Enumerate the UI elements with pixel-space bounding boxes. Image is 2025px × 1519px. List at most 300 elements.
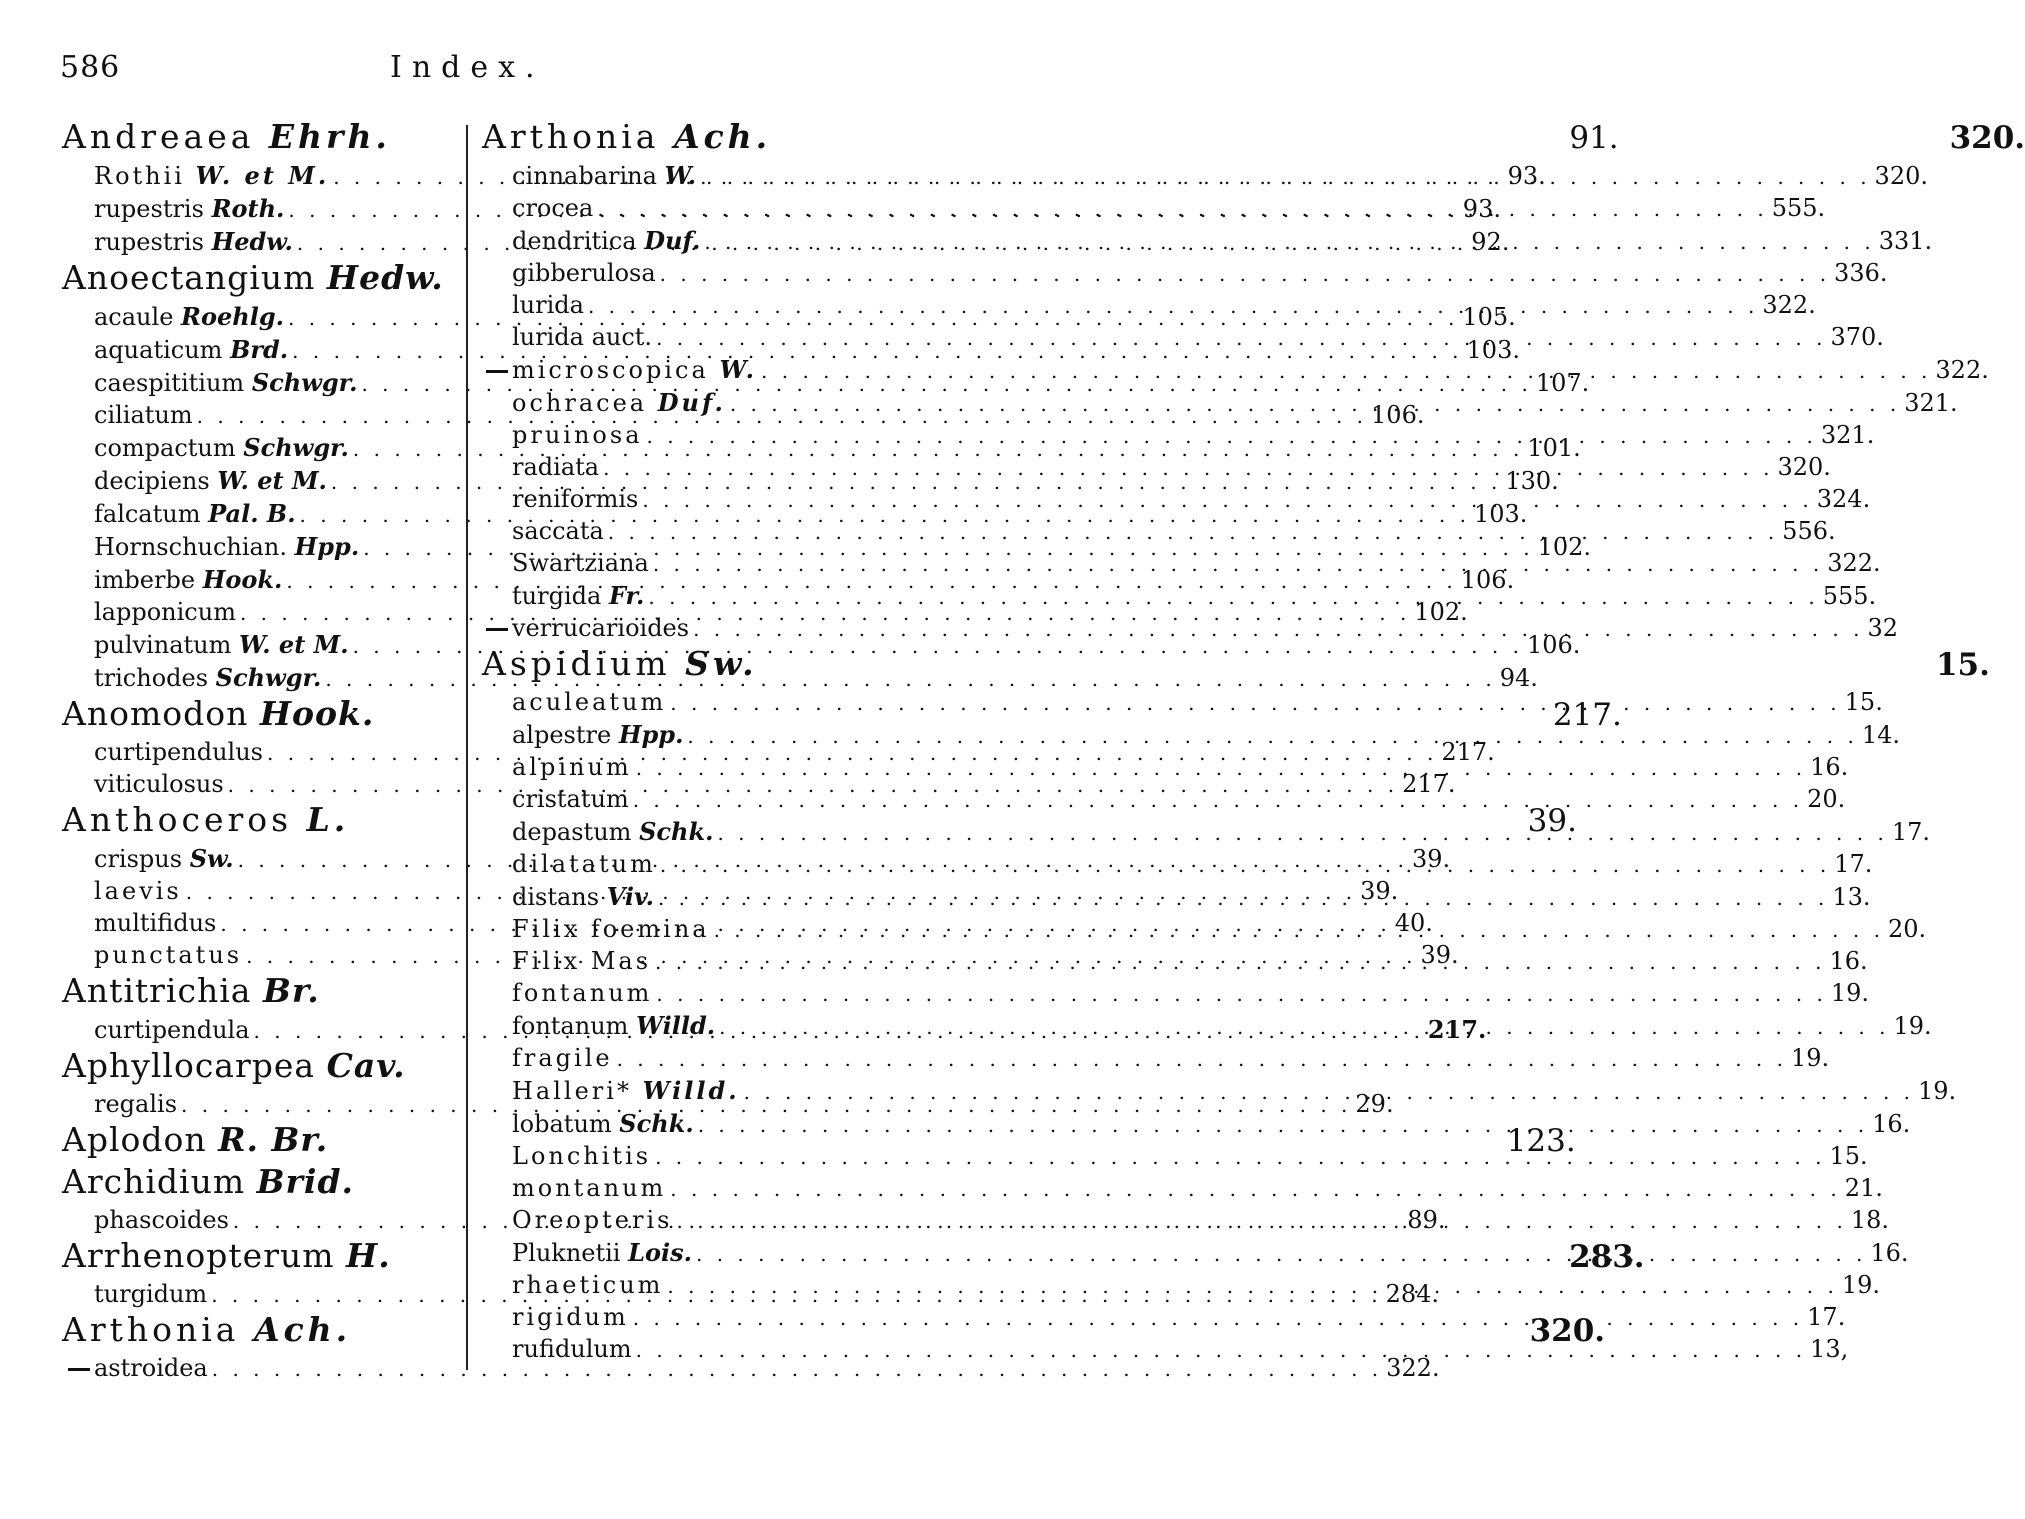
entry-name	[94, 662, 321, 694]
entry-name	[94, 226, 293, 258]
genus-entry	[62, 1047, 454, 1089]
entry-name	[94, 1015, 250, 1046]
entry-page: 92.	[1471, 228, 1510, 256]
entry-name	[512, 784, 629, 815]
entry-author: Pal. B.	[208, 499, 296, 528]
entry-name-text: distans	[512, 883, 600, 911]
entry-name	[62, 118, 391, 155]
entry-page: 91.	[1569, 120, 1619, 156]
entry-author: Roehlg.	[181, 302, 284, 331]
leader-dots	[672, 1206, 1850, 1237]
entry-page: 103.	[1473, 500, 1528, 528]
entry-name	[512, 1270, 663, 1301]
species-entry	[62, 629, 1581, 662]
entry-page: 19.	[1918, 1077, 1957, 1105]
leader-dots	[663, 1271, 1841, 1302]
entry-name	[512, 516, 604, 547]
entry-name	[512, 160, 696, 192]
leader-dots	[683, 721, 1861, 752]
entry-name-text: rupestris	[94, 228, 204, 256]
entry-name	[94, 432, 349, 464]
entry-name	[512, 1173, 666, 1204]
entry-name	[512, 752, 632, 783]
entry-name-text: montanum	[512, 1174, 667, 1202]
entry-author: Schwgr.	[243, 433, 349, 462]
entry-name	[94, 531, 359, 563]
entry-page: 17.	[1834, 850, 1873, 878]
entry-name	[62, 1163, 354, 1200]
entry-name	[512, 816, 713, 848]
entry-name-text: rupestris	[94, 195, 204, 223]
entry-author: Hpp.	[294, 532, 360, 561]
entry-name-text: Aphyllocarpea	[62, 1046, 316, 1085]
entry-name	[512, 580, 644, 612]
entry-name-text: astroidea	[94, 1354, 208, 1382]
entry-name-text: Halleri*	[512, 1077, 632, 1105]
entry-page: 20.	[1807, 785, 1846, 813]
entry-name-text: curtipendulus	[94, 738, 263, 766]
entry-page: 556.	[1782, 517, 1836, 545]
leader-dots	[692, 1239, 1870, 1270]
species-entry	[482, 1334, 1849, 1366]
entry-page: 322.	[1827, 549, 1881, 577]
entry-page: 320.	[1949, 120, 2025, 156]
entry-name	[62, 1121, 328, 1158]
entry-name	[512, 387, 726, 419]
entry-name-text: Filix Mas	[512, 947, 652, 975]
species-entry	[482, 1173, 1883, 1205]
entry-author: R. Br.	[218, 1120, 329, 1159]
entry-page: 130.	[1505, 467, 1559, 495]
entry-name-text: Antitrichia	[62, 971, 252, 1010]
marker-dash	[68, 1368, 90, 1371]
genus-entry	[62, 259, 454, 301]
entry-name-text: turgidum	[94, 1280, 208, 1308]
entry-name-text: cinnabarina	[512, 162, 657, 190]
leader-dots	[666, 688, 1844, 719]
entry-page: 320.	[1874, 162, 1928, 190]
entry-page: 39.	[1412, 845, 1451, 873]
entry-page: 17.	[1891, 818, 1931, 846]
entry-name-text: crispus	[94, 845, 183, 873]
entry-name-text: radiata	[512, 453, 600, 481]
entry-page: 94.	[1499, 664, 1538, 692]
entry-name-text: Archidium	[62, 1162, 246, 1201]
entry-name	[94, 193, 284, 225]
entry-page: 322.	[1935, 356, 1989, 384]
entry-name-text: alpestre	[512, 721, 612, 749]
page-number: 586	[60, 50, 121, 85]
entry-name-text: fontanum	[512, 1012, 629, 1040]
entry-author: Cav.	[326, 1046, 406, 1085]
entry-name-text: Anthoceros	[62, 800, 293, 839]
entry-page: 14.	[1861, 721, 1900, 749]
species-entry	[482, 978, 1869, 1010]
entry-author: Ehrh.	[268, 117, 391, 156]
entry-author: Duf.	[657, 388, 726, 417]
entry-name	[512, 258, 656, 289]
leader-dots	[651, 947, 1829, 978]
entry-name-text: Anoectangium	[62, 258, 316, 297]
leader-dots	[593, 194, 1771, 225]
leader-dots	[710, 915, 1888, 946]
species-entry	[482, 258, 1888, 290]
leader-dots	[629, 1303, 1807, 1334]
leader-dots	[689, 614, 1867, 645]
entry-name-text: gibberulosa	[512, 259, 656, 287]
entry-author: Duf.	[644, 226, 701, 255]
entry-name-text: turgida	[512, 582, 602, 610]
genus-entry	[62, 1163, 454, 1205]
entry-author: Brd.	[230, 335, 289, 364]
entry-page: 15.	[1935, 647, 1990, 683]
entry-page: 18.	[1850, 1206, 1890, 1234]
entry-name-text: microscopica	[512, 356, 709, 384]
entry-author: Schk.	[619, 1109, 694, 1138]
entry-page: 321.	[1904, 389, 1958, 417]
entry-author: Schk.	[639, 817, 714, 846]
entry-name-text: pulvinatum	[94, 631, 232, 659]
entry-page: 555.	[1822, 582, 1877, 610]
entry-name-text: falcatum	[94, 500, 201, 528]
entry-name-text: lobatum	[512, 1110, 612, 1138]
entry-name	[512, 914, 710, 945]
leader-dots	[757, 356, 1935, 387]
entry-author: Sw.	[685, 644, 758, 683]
entry-author: Ach.	[673, 117, 772, 156]
entry-page: 101.	[1527, 434, 1581, 462]
entry-page: 20.	[1887, 915, 1927, 943]
species-entry	[62, 1353, 1440, 1385]
entry-name	[512, 1334, 632, 1365]
entry-name	[512, 354, 757, 386]
entry-name-text: acaule	[94, 303, 174, 331]
entry-page: 39.	[1360, 877, 1399, 905]
entry-name	[512, 1141, 651, 1172]
running-title: Index.	[390, 50, 545, 85]
entry-author: Viv.	[606, 882, 654, 911]
entry-name-text: Rothii	[94, 162, 185, 190]
entry-name-text: phascoides	[94, 1206, 229, 1234]
entry-name	[94, 1089, 177, 1120]
entry-name	[62, 972, 320, 1009]
entry-page: 103.	[1466, 336, 1520, 364]
entry-page: 40.	[1394, 909, 1433, 937]
entry-name-text: trichodes	[94, 664, 209, 692]
entry-name	[512, 1043, 613, 1074]
entry-name	[94, 843, 234, 875]
entry-page: 89.	[1407, 1206, 1446, 1234]
entry-name-text: alpinum	[512, 753, 632, 781]
entry-page: 217.	[1402, 770, 1456, 798]
entry-name	[512, 1205, 672, 1236]
entry-name	[62, 695, 374, 732]
entry-page: 370.	[1830, 323, 1884, 351]
entry-name	[94, 564, 282, 596]
entry-author: Schwgr.	[215, 663, 322, 692]
entry-name	[512, 420, 643, 451]
leader-dots	[604, 517, 1782, 548]
entry-author: Br.	[262, 971, 320, 1010]
leader-dots	[694, 1110, 1872, 1141]
entry-page: 29.	[1355, 1090, 1394, 1118]
leader-dots	[638, 485, 1816, 516]
leader-dots	[666, 1174, 1844, 1205]
entry-name	[94, 465, 327, 497]
entry-page: 320.	[1777, 453, 1831, 481]
entry-name	[512, 881, 654, 913]
entry-author: Ach.	[253, 1310, 352, 1349]
entry-page: 39.	[1527, 803, 1577, 839]
entry-page: 321.	[1820, 421, 1875, 449]
entry-name	[94, 334, 288, 366]
entry-page: 39.	[1420, 941, 1459, 969]
entry-page: 331.	[1878, 227, 1933, 255]
entry-author: Lois.	[628, 1238, 692, 1267]
entry-author: W.	[664, 161, 697, 190]
entry-name	[94, 769, 224, 800]
leader-dots	[740, 1077, 1918, 1108]
entry-name-text: Arthonia	[62, 1310, 240, 1349]
entry-name-text: dendritica	[512, 227, 637, 255]
entry-name	[512, 1075, 740, 1107]
entry-author: Brid.	[256, 1162, 355, 1201]
entry-name	[94, 1353, 208, 1384]
entry-name-text: decipiens	[94, 467, 210, 495]
entry-author: Roth.	[211, 194, 285, 223]
entry-name-text: laevis	[94, 877, 182, 905]
entry-name	[512, 193, 593, 224]
entry-page: 19.	[1830, 979, 1869, 1007]
entry-page: 19.	[1841, 1271, 1880, 1299]
entry-name	[94, 160, 329, 192]
entry-name	[94, 876, 182, 907]
entry-name	[94, 1279, 207, 1310]
entry-name-text: dilatatum	[512, 850, 656, 878]
entry-page: 105.	[1462, 303, 1516, 331]
entry-page: 93.	[1462, 195, 1501, 223]
entry-page: 283.	[1569, 1239, 1645, 1275]
entry-page: 16.	[1870, 1239, 1909, 1267]
entry-name-text: Arthonia	[482, 117, 660, 156]
entry-name	[512, 613, 689, 644]
entry-name	[94, 367, 357, 399]
entry-name-text: Oreopteris	[512, 1206, 673, 1234]
entry-name-text: aquaticum	[94, 336, 223, 364]
leader-dots	[696, 162, 1874, 193]
leader-dots	[632, 753, 1810, 784]
entry-name-text: ochracea	[512, 389, 648, 417]
leader-dots	[652, 323, 1830, 354]
entry-author: L.	[306, 800, 350, 839]
entry-name-text: rigidum	[512, 1303, 629, 1331]
entry-page: 19.	[1790, 1044, 1830, 1072]
entry-name-text: Hornschuchian.	[94, 533, 287, 561]
marker-dash	[486, 370, 508, 373]
entry-name-text: lurida auct.	[512, 323, 653, 351]
entry-page: 106.	[1460, 566, 1515, 594]
leader-dots	[700, 227, 1878, 258]
entry-name	[512, 946, 651, 977]
entry-author: W. et M.	[195, 161, 330, 190]
entry-name-text: Pluknetii	[512, 1239, 621, 1267]
leader-dots	[726, 389, 1904, 420]
entry-author: Hedw.	[211, 227, 293, 256]
entry-author: W. et M.	[239, 630, 349, 659]
entry-name-text: punctatus	[94, 941, 243, 969]
entry-name-text: rufidulum	[512, 1335, 632, 1363]
entry-name-text: rhaeticum	[512, 1271, 664, 1299]
entry-author: Hook.	[259, 694, 375, 733]
entry-name	[512, 452, 599, 483]
entry-name-text: caespititium	[94, 369, 245, 397]
entry-name-text: multifidus	[94, 909, 217, 937]
entry-page: 17.	[1807, 1303, 1846, 1331]
entry-page: 106.	[1371, 401, 1425, 429]
entry-page: 16.	[1829, 947, 1868, 975]
genus-entry	[62, 972, 454, 1014]
column-divider	[466, 125, 468, 1370]
entry-author: W.	[719, 355, 758, 384]
leader-dots	[629, 785, 1807, 816]
entry-page: 555.	[1771, 194, 1826, 222]
entry-page: 13.	[1832, 883, 1871, 911]
leader-dots	[654, 883, 1832, 914]
entry-author: Schwgr.	[251, 368, 358, 397]
entry-name	[94, 301, 284, 333]
entry-name-text: Swartziana	[512, 549, 649, 577]
entry-name-text: fontanum	[512, 979, 653, 1007]
leader-dots	[656, 850, 1834, 881]
entry-name-text: Arrhenopterum	[62, 1236, 335, 1275]
entry-name	[62, 259, 444, 296]
leader-dots	[644, 582, 1822, 613]
entry-name	[482, 645, 758, 682]
leader-dots	[643, 421, 1821, 452]
entry-name-text: curtipendula	[94, 1016, 250, 1044]
species-entry	[482, 1043, 1830, 1075]
entry-name-text: crocea	[512, 194, 594, 222]
entry-name	[94, 498, 296, 530]
entry-page: 16.	[1810, 753, 1849, 781]
entry-name	[62, 801, 349, 838]
entry-page: 93.	[1507, 162, 1546, 190]
leader-dots	[632, 1335, 1810, 1366]
entry-name-text: pruinosa	[512, 421, 643, 449]
entry-page: 21.	[1844, 1174, 1883, 1202]
entry-page: 107.	[1535, 369, 1590, 397]
entry-author: H.	[346, 1236, 391, 1275]
leader-dots	[599, 453, 1777, 484]
entry-name	[512, 1108, 694, 1140]
entry-name	[94, 597, 236, 628]
entry-name	[512, 1237, 692, 1269]
entry-name	[94, 1205, 229, 1236]
entry-name-text: aculeatum	[512, 688, 667, 716]
entry-name	[512, 548, 649, 579]
entry-author: Hpp.	[618, 720, 684, 749]
entry-page: 13,	[1810, 1335, 1849, 1363]
entry-page: 19.	[1893, 1012, 1932, 1040]
entry-name	[512, 719, 683, 751]
entry-name-text: Aspidium	[482, 644, 671, 683]
entry-name	[94, 629, 349, 661]
entry-author: Hook.	[202, 565, 283, 594]
entry-page: 102.	[1537, 533, 1592, 561]
entry-name-text: depastum	[512, 818, 632, 846]
entry-author: Hedw.	[326, 258, 444, 297]
entry-page: 15.	[1844, 688, 1883, 716]
entry-name	[512, 849, 656, 880]
entry-name	[512, 290, 584, 321]
leader-dots	[713, 818, 1891, 849]
entry-name	[512, 322, 652, 353]
entry-name-text: saccata	[512, 517, 604, 545]
entry-name-text: lapponicum	[94, 598, 236, 626]
entry-author: Willd.	[642, 1076, 740, 1105]
entry-name	[512, 225, 700, 257]
leader-dots	[649, 549, 1827, 580]
entry-name	[62, 1047, 406, 1084]
entry-name	[94, 940, 242, 971]
entry-name-text: viticulosus	[94, 770, 224, 798]
entry-name	[512, 484, 638, 515]
entry-name-text: Filix foemina	[512, 915, 710, 943]
entry-page: 32	[1867, 614, 1899, 642]
entry-page: 324.	[1816, 485, 1871, 513]
entry-page: 15.	[1829, 1142, 1868, 1170]
entry-page: 322.	[1386, 1354, 1440, 1382]
entry-page: 284.	[1385, 1280, 1440, 1308]
entry-page: 320.	[1529, 1313, 1606, 1349]
entry-page: 102.	[1414, 598, 1468, 626]
leader-dots	[584, 291, 1762, 322]
entry-page: 322.	[1762, 291, 1816, 319]
entry-page: 217.	[1552, 697, 1622, 733]
entry-name-text: Andreaea	[62, 117, 255, 156]
entry-author: Fr.	[608, 581, 645, 610]
entry-page: 336.	[1834, 259, 1888, 287]
entry-name-text: verrucarioides	[512, 614, 690, 642]
entry-name	[512, 978, 652, 1009]
entry-name	[94, 737, 263, 768]
entry-author: W. et M.	[217, 466, 327, 495]
entry-page: 123.	[1506, 1123, 1576, 1159]
entry-page: 217.	[1441, 738, 1495, 766]
entry-name	[62, 1237, 391, 1274]
entry-name	[482, 118, 771, 155]
entry-name-text: compactum	[94, 434, 236, 462]
entry-name-text: lurida	[512, 291, 584, 319]
entry-name	[512, 687, 666, 718]
entry-name-text: fragile	[512, 1044, 613, 1072]
entry-name-text: imberbe	[94, 566, 196, 594]
entry-name-text: Aplodon	[62, 1120, 207, 1159]
entry-name-text: reniformis	[512, 485, 639, 513]
leader-dots	[715, 1012, 1893, 1043]
entry-author: Willd.	[636, 1011, 716, 1040]
entry-name	[512, 1302, 629, 1333]
entry-name-text: Anomodon	[62, 694, 249, 733]
entry-name-text: regalis	[94, 1090, 178, 1118]
leader-dots	[652, 979, 1830, 1010]
entry-page: 217.	[1427, 1015, 1487, 1044]
marker-dash	[486, 628, 508, 631]
entry-author: Sw.	[189, 844, 234, 873]
entry-name-text: Lonchitis	[512, 1142, 652, 1170]
entry-name	[62, 1311, 351, 1348]
leader-dots	[613, 1044, 1791, 1075]
